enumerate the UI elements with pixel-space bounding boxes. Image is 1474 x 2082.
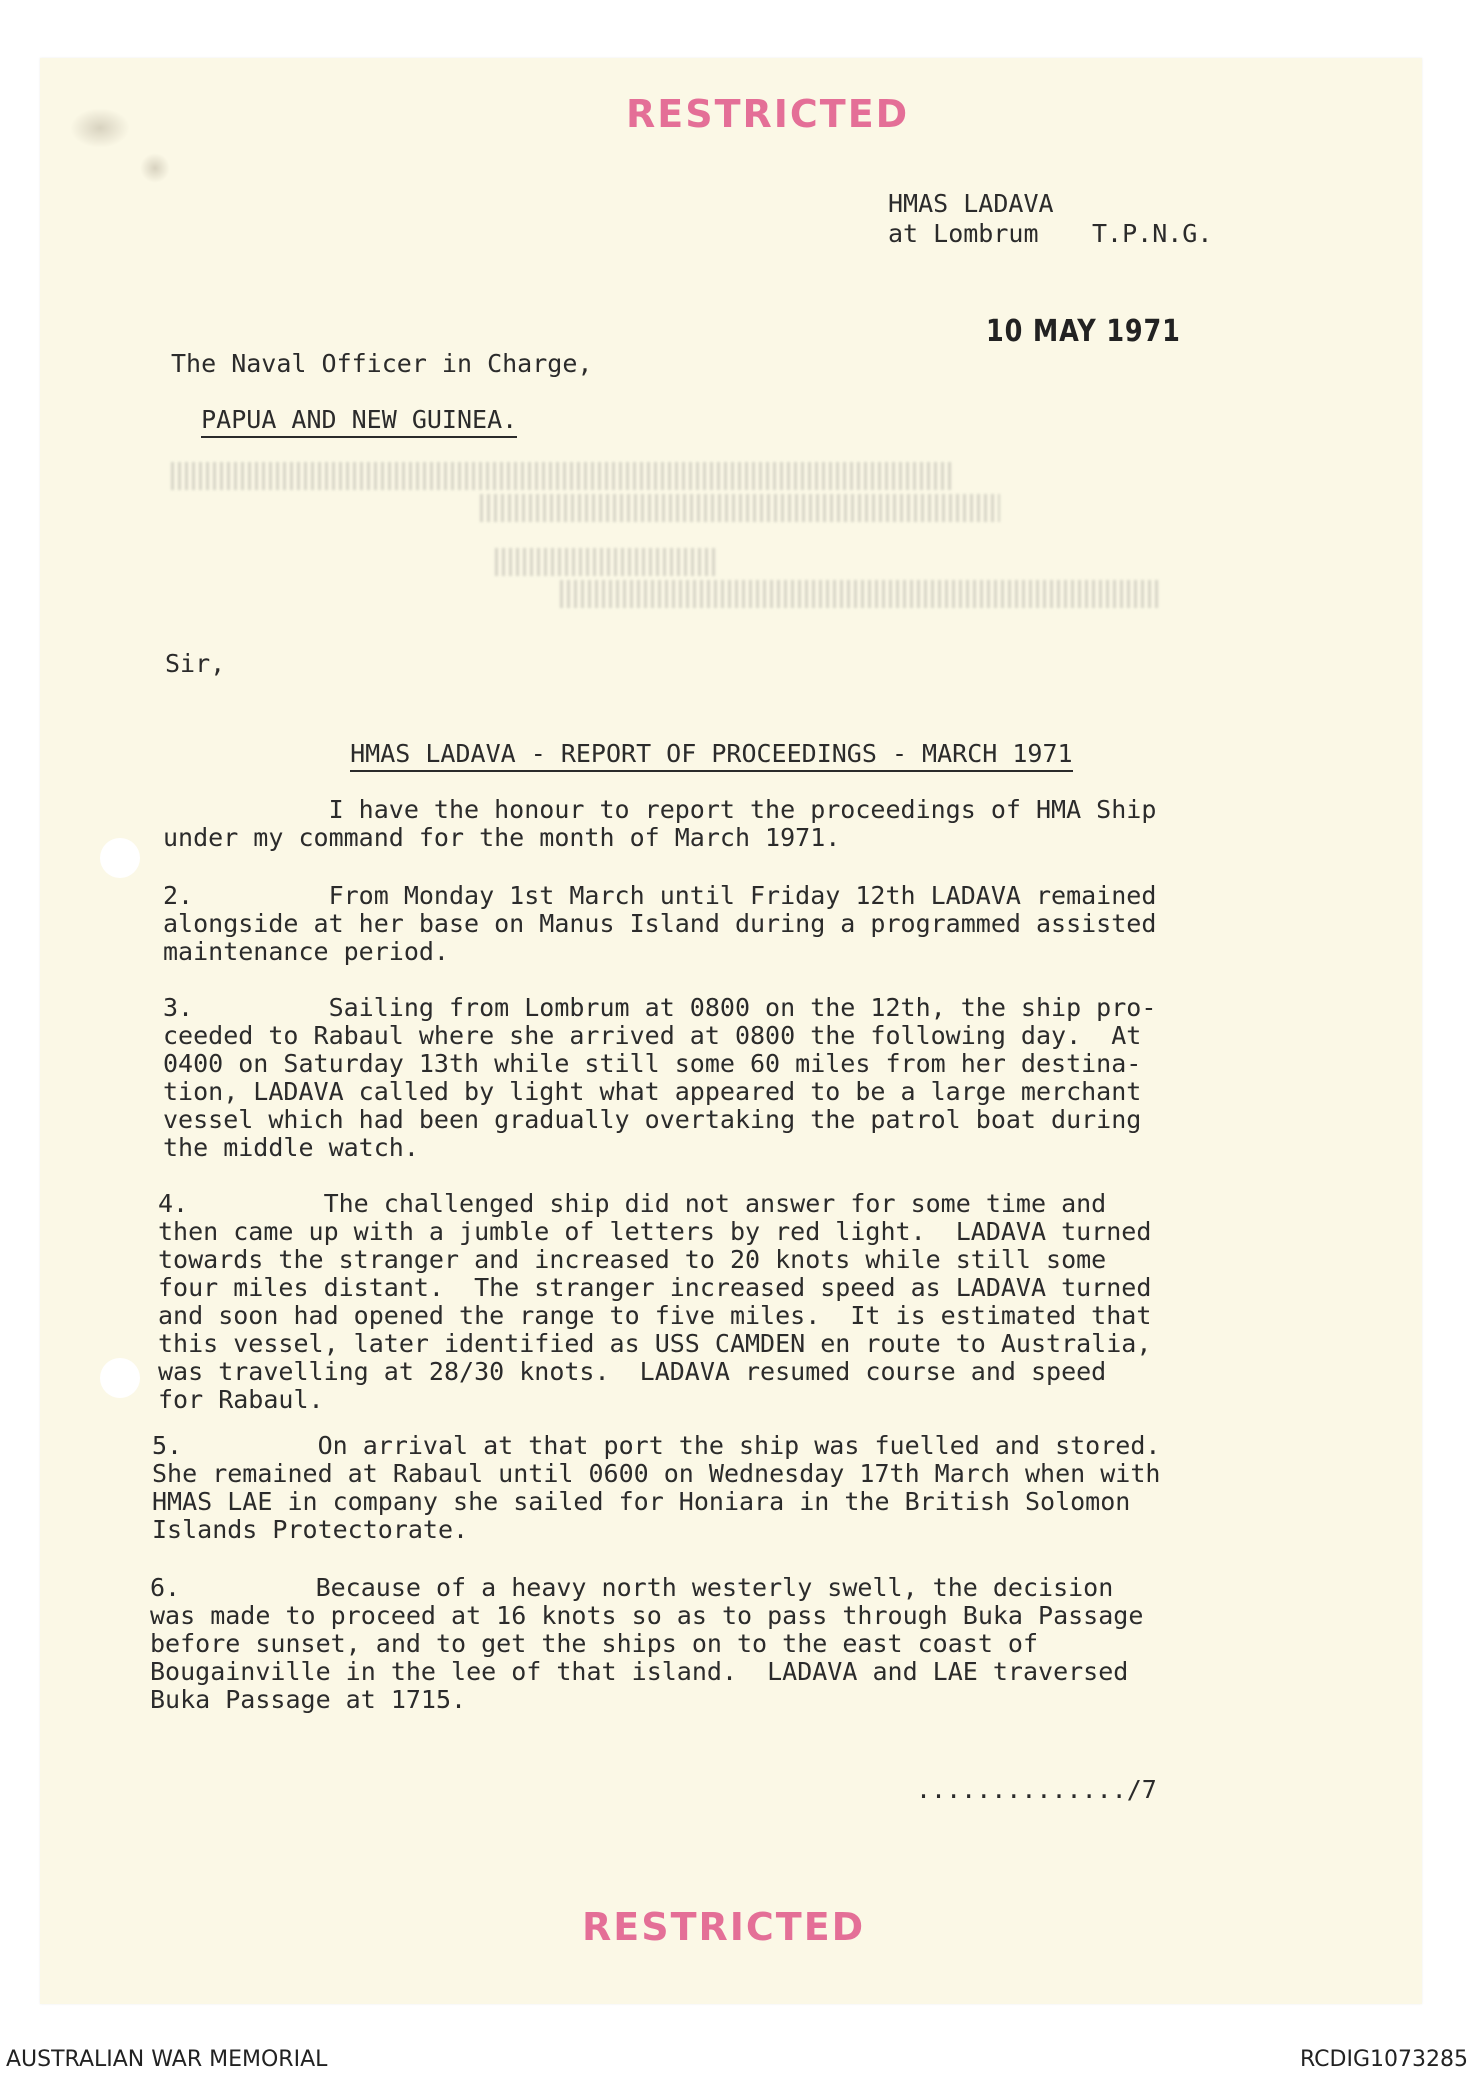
ship-name: HMAS LADAVA xyxy=(888,189,1054,218)
redacted-block xyxy=(480,494,1000,522)
paragraph-3: 3. Sailing from Lombrum at 0800 on the 12th, the ship pro- ceeded to Rabaul where she arrived at 0800 the following day. At 0400 on Saturday 13th while still some 60 miles from her destina- tion, LADAVA called by light what appeared to be a large merchant vessel which had been gradually overtaking the patrol boat during the middle watch. xyxy=(163,993,1157,1162)
ship-location: at Lombrum xyxy=(888,219,1039,248)
paragraph-1: I have the honour to report the proceedings of HMA Ship under my command for the month of March 1971. xyxy=(163,795,1157,852)
continuation-marker: ............../7 xyxy=(916,1775,1157,1804)
paragraph-4: 4. The challenged ship did not answer for some time and then came up with a jumble of letters by red light. LADAVA turned towards the stranger and increased to 20 knots while still some four miles distant. The stranger increased speed as LADAVA turned and soon had opened the range to five miles. It is estimated that this vessel, later identified as USS CAMDEN en route to Australia, was travelling at 28/30 knots. LADAVA resumed course and speed for Rabaul. xyxy=(158,1189,1152,1414)
footer-left: AUSTRALIAN WAR MEMORIAL xyxy=(6,2047,328,2072)
date-stamp: 10 MAY 1971 xyxy=(986,314,1181,349)
restricted-stamp-top: RESTRICTED xyxy=(626,92,910,136)
redacted-block xyxy=(171,462,951,490)
addressee-line2: PAPUA AND NEW GUINEA. xyxy=(201,405,517,438)
addressee-line1: The Naval Officer in Charge, xyxy=(171,349,593,378)
redacted-block xyxy=(560,580,1160,608)
paragraph-5: 5. On arrival at that port the ship was fuelled and stored. She remained at Rabaul until 0600 on Wednesday 17th March when with HMAS LAE in company she sailed for Honiara in the British Solomon Islands Protectorate. xyxy=(152,1431,1161,1544)
staple-mark xyxy=(70,108,130,148)
punch-hole xyxy=(100,1358,140,1398)
staple-mark xyxy=(140,153,170,183)
restricted-stamp-bottom: RESTRICTED xyxy=(582,1905,866,1949)
punch-hole xyxy=(100,838,140,878)
subject-wrap xyxy=(320,712,1073,768)
salutation: Sir, xyxy=(165,649,226,678)
paragraph-6: 6. Because of a heavy north westerly swell, the decision was made to proceed at 16 knots so as to pass through Buka Passage before sunset, and to get the ships on to the east coast of Bougainville in the lee of that island. LADAVA and LAE traversed Buka Passage at 1715. xyxy=(150,1573,1144,1714)
footer-right: RCDIG1073285 xyxy=(1299,2047,1468,2072)
redacted-block xyxy=(495,548,715,576)
subject-line: HMAS LADAVA - REPORT OF PROCEEDINGS - MARCH 1971 xyxy=(350,739,1072,772)
addressee-line2-wrap xyxy=(171,378,517,434)
territory: T.P.N.G. xyxy=(1092,219,1213,248)
paragraph-2: 2. From Monday 1st March until Friday 12th LADAVA remained alongside at her base on Manus Island during a programmed assisted maintenance period. xyxy=(163,881,1157,966)
